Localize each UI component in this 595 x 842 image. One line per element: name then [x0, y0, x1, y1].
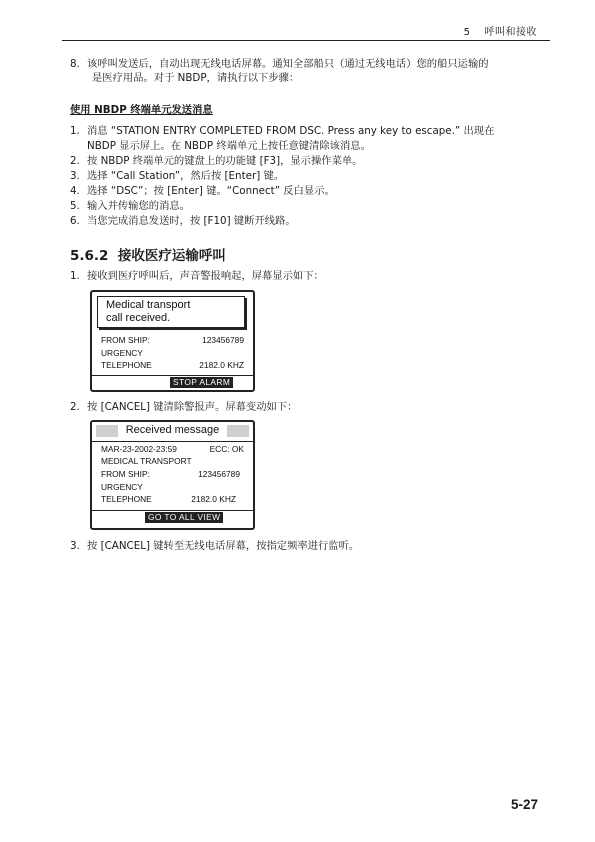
softkey-separator [92, 375, 253, 376]
telephone-row [101, 493, 244, 505]
step-text: 消息 “STATION ENTRY COMPLETED FROM DSC. Press any key to escape.” 出现在 [87, 125, 495, 137]
alarm-message-box [97, 296, 245, 328]
softkey-separator [92, 510, 253, 511]
category-row [101, 455, 244, 467]
alarm-message-line-1: Medical transport [106, 299, 191, 311]
category: MEDICAL TRANSPORT [101, 456, 192, 466]
page-number: 5-27 [510, 797, 538, 812]
chapter-title: 呼叫和接收 [484, 27, 537, 38]
received-message-title: Received message [118, 423, 227, 438]
step-text: 输入并传输您的消息。 [87, 200, 190, 212]
page-header [464, 23, 537, 38]
step-text: 按 NBDP 终端单元的键盘上的功能键 [F3]，显示操作菜单。 [87, 155, 363, 167]
step-number: 4. [70, 185, 80, 197]
section-number: 5.6.2 [70, 248, 109, 264]
from-ship-row [101, 468, 244, 480]
ecc-status: ECC: OK [209, 444, 244, 454]
section-heading [70, 244, 226, 264]
step-text: 选择 “DSC”；按 [Enter] 键。“Connect” 反白显示。 [87, 185, 335, 197]
chapter-number: 5 [463, 27, 471, 38]
datetime: MAR-23-2002-23:59 [101, 444, 177, 454]
step-number: 1. [70, 270, 80, 282]
nbdp-step-5 [70, 200, 190, 213]
nbdp-step-1 [70, 125, 494, 138]
title-bar [96, 425, 249, 437]
step-text: 接收到医疗呼叫后，声音警报响起，屏幕显示如下： [87, 270, 324, 282]
telephone-label: TELEPHONE [101, 494, 152, 504]
received-message-screen [90, 420, 255, 530]
step-number: 2. [70, 155, 80, 167]
from-ship-label: FROM SHIP: [101, 335, 150, 345]
nbdp-step-6 [70, 215, 296, 228]
intro-step [70, 58, 489, 71]
urgency-label: URGENCY [101, 348, 143, 358]
nbdp-step-1-cont: NBDP 显示屏上。在 NBDP 终端单元上按任意键清除该消息。 [87, 140, 371, 152]
urgency-row [101, 347, 244, 359]
from-ship-value: 123456789 [198, 469, 240, 479]
telephone-label: TELEPHONE [101, 360, 152, 370]
nbdp-step-3 [70, 170, 284, 183]
nbdp-step-2 [70, 155, 362, 168]
step-number: 3. [70, 170, 80, 182]
telephone-row [101, 359, 244, 371]
step-text: 选择 “Call Station”，然后按 [Enter] 键。 [87, 170, 285, 182]
section-title: 接收医疗运输呼叫 [117, 248, 226, 264]
nbdp-step-4 [70, 185, 335, 198]
receive-step-3 [70, 540, 359, 553]
step-text: 按 [CANCEL] 键清除警报声。屏幕变动如下： [87, 401, 298, 413]
telephone-frequency: 2182.0 KHZ [199, 360, 244, 370]
step-number: 1. [70, 125, 80, 137]
go-to-all-view-button[interactable]: GO TO ALL VIEW [145, 512, 223, 523]
step-number: 6. [70, 215, 80, 227]
urgency-label: URGENCY [101, 482, 143, 492]
alarm-screen [90, 290, 255, 392]
stop-alarm-button[interactable]: STOP ALARM [170, 377, 233, 388]
intro-step-cont: 是医疗用品。对于 NBDP，请执行以下步骤： [92, 72, 300, 84]
receive-step-1 [70, 270, 324, 283]
from-ship-label: FROM SHIP: [101, 469, 150, 479]
datetime-row [101, 443, 244, 455]
step-text: 按 [CANCEL] 键转至无线电话屏幕，按指定频率进行监听。 [87, 540, 360, 552]
nbdp-heading: 使用 NBDP 终端单元发送消息 [70, 104, 213, 116]
step-text: 该呼叫发送后，自动出现无线电话屏幕。通知全部船只（通过无线电话）您的船只运输的 [87, 58, 489, 70]
title-separator [92, 441, 253, 442]
alarm-message-line-2: call received. [106, 312, 171, 324]
step-number: 2. [70, 401, 80, 413]
step-number: 3. [70, 540, 80, 552]
step-number: 8. [70, 58, 80, 70]
telephone-frequency: 2182.0 KHZ [191, 494, 236, 504]
from-ship-row [101, 334, 244, 346]
from-ship-value: 123456789 [202, 335, 244, 345]
step-text: 当您完成消息发送时，按 [F10] 键断开线路。 [87, 215, 296, 227]
step-number: 5. [70, 200, 80, 212]
urgency-row [101, 481, 244, 493]
receive-step-2 [70, 401, 297, 414]
header-rule [62, 40, 550, 41]
